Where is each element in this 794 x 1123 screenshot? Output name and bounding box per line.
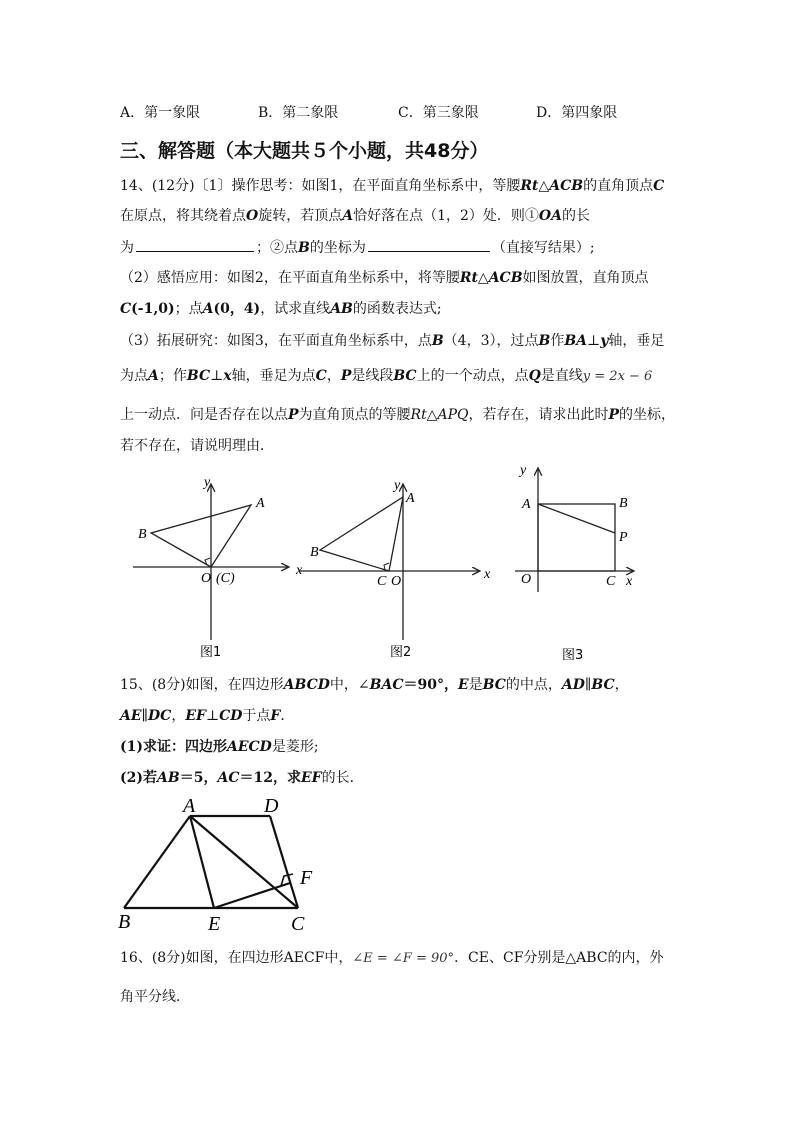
figure-1 xyxy=(133,484,289,640)
fig2-caption: 图2 xyxy=(390,645,412,660)
text: 的直角顶点 xyxy=(583,178,654,194)
figure-2 xyxy=(300,484,480,640)
text: A xyxy=(342,208,354,224)
text: ∥ xyxy=(584,677,592,693)
text: 的长． xyxy=(321,770,364,786)
text: ACB xyxy=(549,178,584,194)
text: 的函数表达式; xyxy=(352,301,442,317)
text: 如图放置，直角顶点 xyxy=(522,270,649,286)
text: ． xyxy=(280,708,295,724)
text: 15、(8分)如图，在四边形 xyxy=(120,677,284,693)
fig2-label-o: O xyxy=(391,574,402,589)
text: A xyxy=(148,368,159,384)
fig4-label-d: D xyxy=(264,795,279,817)
text: B xyxy=(538,333,551,349)
text: A xyxy=(202,301,214,317)
text: ＝12，求 xyxy=(239,770,301,786)
text: ＝5， xyxy=(179,770,218,786)
text: ；点 xyxy=(174,301,203,317)
text: 旋转，若顶点 xyxy=(258,208,343,224)
text: EF xyxy=(185,708,206,724)
text: BA xyxy=(564,333,588,349)
text: B xyxy=(298,240,310,256)
fig1-label-y: y xyxy=(204,475,211,490)
text: ABCD xyxy=(283,677,330,693)
text: F xyxy=(270,708,281,724)
text: 轴，垂足 xyxy=(608,333,665,349)
text: C xyxy=(653,178,665,194)
text: 轴，垂足为点 xyxy=(231,368,316,384)
figure-3 xyxy=(515,468,634,592)
text: ∥ xyxy=(141,708,149,724)
fig3-label-b: B xyxy=(619,496,628,511)
text: BC xyxy=(591,677,615,693)
text: OA xyxy=(538,208,562,224)
fig4-label-a: A xyxy=(183,795,196,817)
text: C xyxy=(315,368,327,384)
fig2-label-a: A xyxy=(406,491,415,506)
segment-ae xyxy=(190,816,214,908)
fig1-label-c: (C) xyxy=(216,571,235,586)
fig3-label-x: x xyxy=(626,574,633,589)
text: BAC xyxy=(369,677,404,693)
text: △ xyxy=(538,178,550,194)
text: CD xyxy=(219,708,243,724)
triangle-abc xyxy=(151,505,251,567)
text: 在原点，将其绕着点 xyxy=(120,208,246,224)
text: O xyxy=(246,208,259,224)
text: DC xyxy=(148,708,172,724)
text: EF xyxy=(300,770,322,786)
text: ， xyxy=(171,708,186,724)
fig3-caption: 图3 xyxy=(562,648,584,663)
fig1-label-x: x xyxy=(296,563,303,578)
choice-a: A．第一象限 xyxy=(120,105,201,121)
text: 为直角顶点的等腰 xyxy=(298,407,411,423)
text: 16、(8分)如图，在四边形AECF中， xyxy=(120,950,353,966)
text: 是直线 xyxy=(540,368,583,384)
text: (-1,0) xyxy=(131,301,175,317)
text: Q xyxy=(528,368,541,384)
text: ，若存在，请求出此时 xyxy=(468,407,609,423)
equation: y = 2x − 6 xyxy=(582,369,653,384)
q15-line-2 xyxy=(120,706,294,726)
text: 上一动点．问是否存在以点 xyxy=(120,407,288,423)
fig3-label-a: A xyxy=(522,497,531,512)
text: ；②点 xyxy=(256,240,298,256)
text: P xyxy=(608,407,620,423)
choice-b: B．第二象限 xyxy=(258,105,339,121)
text: AB xyxy=(157,770,180,786)
text: ；作 xyxy=(158,368,187,384)
fig1-label-o: O xyxy=(201,571,212,586)
fig1-caption: 图1 xyxy=(200,645,222,660)
text: 14、(12分)〔1〕操作思考：如图1，在平面直角坐标系中，等腰 xyxy=(120,178,521,194)
q15-line-4 xyxy=(120,768,364,788)
q15-line-3 xyxy=(120,737,319,757)
segment-ef xyxy=(214,883,290,908)
fig4-label-e: E xyxy=(208,913,221,935)
text: 恰好落在点（1，2）处．则① xyxy=(353,208,539,224)
segment-ab xyxy=(124,816,190,908)
triangle-abc xyxy=(320,497,403,571)
fig4-label-c: C xyxy=(291,913,305,935)
text: E xyxy=(457,677,469,693)
text: （4，3），过点 xyxy=(443,333,539,349)
fig1-label-a: A xyxy=(256,496,265,511)
q14-line-9: 若不存在，请说明理由． xyxy=(120,438,274,454)
text: ， xyxy=(326,368,341,384)
text: （直接写结果）; xyxy=(491,240,595,256)
text: BC xyxy=(482,677,506,693)
text: AE xyxy=(120,708,142,724)
fig3-label-y: y xyxy=(520,463,527,478)
text: Rt△APQ xyxy=(410,407,469,423)
choice-d: D．第四象限 xyxy=(536,105,618,121)
fig3-label-o: O xyxy=(521,572,532,587)
text: ，试求直线 xyxy=(260,301,331,317)
text: x xyxy=(223,368,232,384)
text: 是菱形; xyxy=(271,739,319,755)
fig4-label-b: B xyxy=(118,911,131,933)
fig3-label-p: P xyxy=(619,530,628,545)
text: （2）感悟应用：如图2，在平面直角坐标系中，将等腰 xyxy=(120,270,460,286)
fig4-label-f: F xyxy=(300,867,313,889)
text: 中，∠ xyxy=(329,677,370,693)
text: y xyxy=(600,333,609,349)
text: 的中点， xyxy=(505,677,562,693)
text: P xyxy=(340,368,352,384)
fig1-label-b: B xyxy=(138,527,147,542)
text: 的坐标， xyxy=(619,407,676,423)
text: 是 xyxy=(468,677,483,693)
section-title: 三、解答题（本大题共５个小题，共48分） xyxy=(120,140,489,162)
text: 上的一个动点，点 xyxy=(416,368,529,384)
segment-ac xyxy=(190,816,298,908)
text: AD xyxy=(561,677,585,693)
text: 为点 xyxy=(120,368,148,384)
text: P xyxy=(288,407,299,423)
text: (1)求证：四边形 xyxy=(120,739,227,755)
text: ⊥ xyxy=(210,368,224,384)
fig2-label-c: C xyxy=(377,574,387,589)
text: ．CE、CF分别是△ABC的内，外 xyxy=(454,950,664,966)
fig2-label-x: x xyxy=(484,567,491,582)
text: ⊥ xyxy=(205,708,220,724)
choice-c: C．第三象限 xyxy=(398,105,479,121)
text: (0，4) xyxy=(213,301,261,317)
q15-line-1 xyxy=(120,675,629,695)
text: AC xyxy=(217,770,240,786)
text: （3）拓展研究：如图3，在平面直角坐标系中，点 xyxy=(120,333,432,349)
text: ， xyxy=(614,677,629,693)
text: AB xyxy=(330,301,353,317)
fig2-label-b: B xyxy=(310,545,319,560)
text: BC xyxy=(186,368,211,384)
text: 是线段 xyxy=(351,368,394,384)
text: ⊥ xyxy=(587,333,601,349)
text: Rt xyxy=(520,178,539,194)
text: AECD xyxy=(227,739,272,755)
right-angle-mark xyxy=(384,563,389,570)
segment-ap xyxy=(538,504,615,533)
figure-q15 xyxy=(124,816,298,908)
segment-dc xyxy=(270,816,298,908)
text: C xyxy=(120,301,132,317)
rectangle-oabc xyxy=(538,504,615,571)
q16-line-2: 角平分线． xyxy=(120,989,190,1005)
text: (2)若 xyxy=(120,770,157,786)
text: 于点 xyxy=(242,708,271,724)
text: BC xyxy=(393,368,417,384)
q16-line-1 xyxy=(120,948,664,969)
fig3-label-c: C xyxy=(606,574,616,589)
text: 的长 xyxy=(561,208,590,224)
text: 作 xyxy=(550,333,565,349)
text: 的坐标为 xyxy=(309,240,366,256)
text: Rt△ACB xyxy=(459,270,523,286)
fig2-label-y: y xyxy=(394,478,401,493)
text: 为 xyxy=(120,240,134,256)
text: B xyxy=(431,333,444,349)
text: ＝90°， xyxy=(403,677,458,693)
equation: ∠E = ∠F = 90° xyxy=(352,951,455,966)
